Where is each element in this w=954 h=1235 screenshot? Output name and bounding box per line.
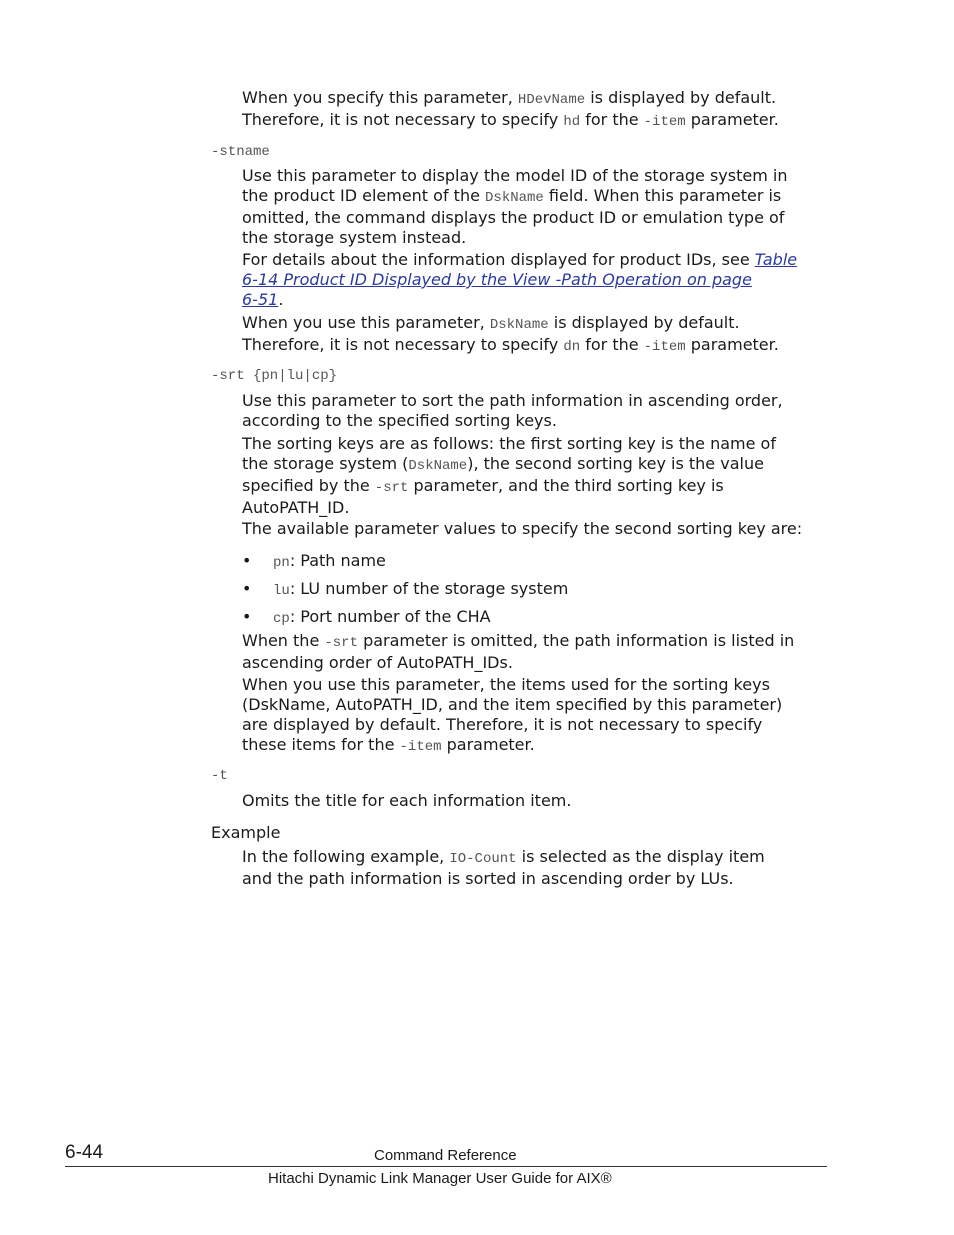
text: (DskName, AutoPATH_ID, and the item specified by this parameter) [242,695,783,714]
text: When the [242,631,325,650]
text: and the path information is sorted in ascending order by LUs. [242,869,734,888]
text: In the following example, [242,847,450,866]
section-title: Command Reference [374,1147,517,1164]
text: is selected as the display item [516,847,765,866]
bullet-icon: • [242,607,252,626]
text: is displayed by default. [548,313,740,332]
text: . [278,290,284,309]
text: parameter, and the third sorting key is [408,476,724,495]
code-cp: cp [273,611,290,627]
srt-sorting-keys [242,434,832,518]
list-item [242,607,491,629]
stname-details [242,250,832,310]
table-6-14-link-cont[interactable]: 6-14 Product ID Displayed by the View -Path Operation on page [242,270,752,289]
text: field. When this parameter is [543,186,782,205]
text: omitted, the command displays the product ID or emulation type of [242,208,785,227]
stname-default-note [242,313,832,357]
text: specified by the [242,476,375,495]
text: the storage system ( [242,454,409,473]
code-hd: hd [563,114,581,130]
code-item: -item [399,739,442,755]
bullet-icon: • [242,579,252,598]
stname-desc [242,166,832,248]
text: Therefore, it is not necessary to specify [242,110,564,129]
example-heading: Example [211,823,281,842]
code-dn: dn [563,339,581,355]
srt-term: -srt {pn|lu|cp} [211,368,338,384]
srt-values-intro: The available parameter values to specify the second sorting key are: [242,519,803,538]
text: for the [580,335,644,354]
code-dskname: DskName [485,190,544,206]
hdevname-note [242,88,832,132]
srt-default-note [242,675,832,757]
text: ascending order of AutoPATH_IDs. [242,653,513,672]
text: For details about the information displayed for product IDs, see [242,250,755,269]
bullet-icon: • [242,551,252,570]
text: When you use this parameter, the items used for the sorting keys [242,675,770,694]
srt-desc [242,391,832,431]
text: : LU number of the storage system [289,579,569,598]
table-6-14-link[interactable]: Table [754,250,798,269]
text: the storage system instead. [242,228,467,247]
code-hdevname: HDevName [517,92,586,108]
text: When you specify this parameter, [242,88,518,107]
code-lu: lu [273,583,290,599]
text: these items for the [242,735,400,754]
text: : Port number of the CHA [289,607,491,626]
text: When you use this parameter, [242,313,490,332]
text: parameter. [685,110,779,129]
code-io-count: IO-Count [449,851,517,867]
stname-term: -stname [211,144,270,160]
text: is displayed by default. [585,88,777,107]
page-number: 6-44 [65,1142,104,1163]
text: : Path name [289,551,386,570]
t-term: -t [211,768,228,784]
code-item: -item [643,114,686,130]
text: parameter is omitted, the path information is listed in [357,631,795,650]
footer-divider [65,1166,827,1167]
code-srt: -srt [324,635,358,651]
srt-omitted-note [242,631,832,673]
text: parameter. [441,735,535,754]
text: Therefore, it is not necessary to specify [242,335,564,354]
list-item [242,579,568,601]
text: AutoPATH_ID. [242,498,350,517]
text: Use this parameter to sort the path information in ascending order, [242,391,783,410]
code-dskname: DskName [408,458,468,474]
text: The sorting keys are as follows: the first sorting key is the name of [242,434,776,453]
example-desc [242,847,832,889]
text: for the [580,110,644,129]
page-6-51-link[interactable]: 6-51 [242,290,279,309]
text: parameter. [685,335,779,354]
list-item [242,551,386,573]
code-srt: -srt [374,480,409,496]
code-item: -item [643,339,686,355]
book-title: Hitachi Dynamic Link Manager User Guide for AIX® [268,1170,612,1187]
t-desc: Omits the title for each information item. [242,791,572,810]
code-dskname: DskName [489,317,549,333]
code-pn: pn [273,555,290,571]
text: the product ID element of the [242,186,486,205]
text: according to the specified sorting keys. [242,411,557,430]
text: ), the second sorting key is the value [467,454,764,473]
text: Use this parameter to display the model ID of the storage system in [242,166,788,185]
text: are displayed by default. Therefore, it is not necessary to specify [242,715,763,734]
